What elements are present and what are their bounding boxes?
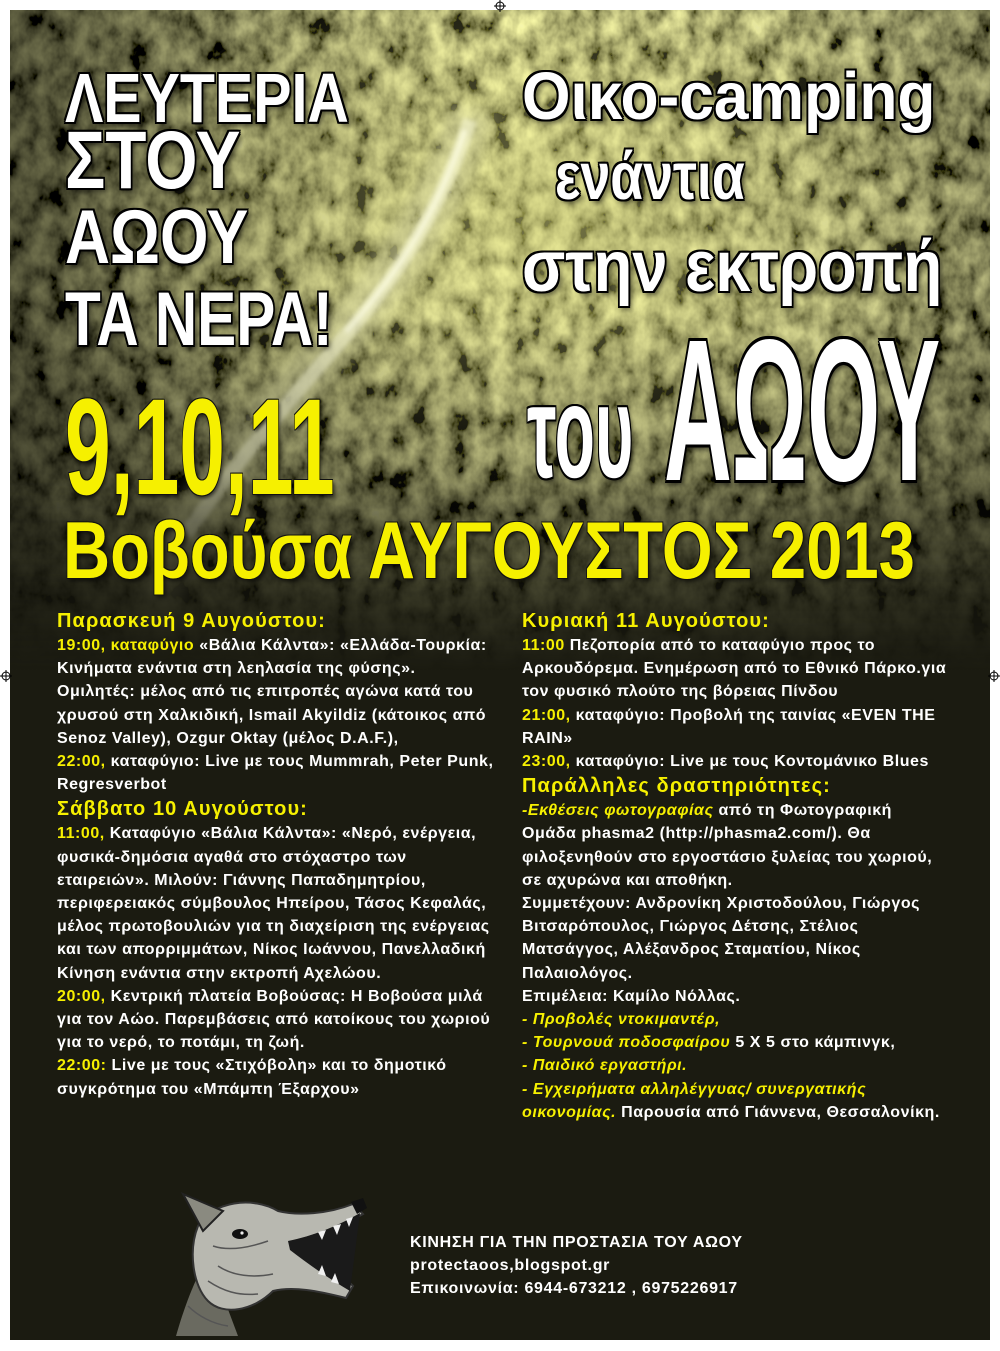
activity-item [522,1054,947,1077]
parallel-activities-section [522,773,947,1124]
place-date-banner: Βοβούσα ΑΥΓΟΥΣΤΟΣ 2013 [63,506,915,596]
activity-text: Παρουσία από Γιάννενα, Θεσσαλονίκη. [616,1103,940,1121]
schedule-item [57,1054,497,1100]
activity-text: από τη Φωτογραφική Ομάδα phasma2 (http://phasma2.com/). Θα φιλοξενηθούν στο εργοστάσιο ξυλείας του χωριού, σε αχυρώνα και αποθήκη. [522,802,933,889]
blog-address: protectaoos,blogspot.gr [410,1257,611,1275]
schedule-item [522,634,947,704]
title-aoou: ΑΩΟΥ [65,195,249,280]
organizer-footer [410,1231,743,1301]
time-highlight: 22:00: [57,1057,107,1075]
title-oiko-camping: Οικο-camping [522,59,936,134]
item-text: Live με τους «Στιχόβολη» και το δημοτικό συγκρότημα του «Μπάμπη Έξαρχου» [57,1057,447,1098]
participants-list: Συμμετέχουν: Ανδρονίκη Χριστοδούλου, Γιώργος Βιτσαρόπουλος, Γιώργος Δέτσης, Στέλιος Ματσάγγος, Αλέξανδρος Σταματίου, Νίκος Παλαιολόγος. [522,895,921,982]
activity-item [522,1031,947,1054]
time-highlight: 11:00, [57,825,105,843]
time-highlight: 11:00 [522,637,565,654]
sunday-heading: Κυριακή 11 Αυγούστου: [522,610,770,632]
title-stin-ektropi: στην εκτροπή [522,227,943,307]
activity-highlight: -Εκθέσεις φωτογραφίας [522,802,714,820]
title-aoou-big: ΑΩΟΥ [664,297,941,523]
saturday-section [57,796,497,1100]
item-text: Καταφύγιο «Βάλια Κάλντα»: «Νερό, ενέργεια, φυσικά-δημόσια αγαθά στο στόχαστρο των εταιρειών». Μιλούν: Γιάννης Παπαδημητρίου, περιφερειακός σύμβουλος Ηπείρου, Τάσος Κεφαλάς, μέλος πρωτοβουλιών για τη διαχείριση της ενέργειας και των απορριμμάτων, Νίκος Ιωάννου, Πανελλαδική Κίνηση ενάντια στην εκτροπή Αχελώου. [57,825,490,982]
item-text: Κεντρική πλατεία Βοβούσας: Η Βοβούσα μιλά για τον Αώο. Παρεμβάσεις από κατοίκους του χωριού για το νερό, το ποτάμι, τη ζωή. [57,987,491,1052]
item-text: Πεζοπορία από το καταφύγιο προς το Αρκουδόρεμα. Ενημέρωση από το Εθνικό Πάρκο.για τον φυσικό πλούτο της βόρειας Πίνδου [522,637,947,701]
title-tou: του [527,358,634,505]
friday-heading: Παρασκευή 9 Αυγούστου: [57,610,326,632]
item-text: καταφύγιο: Προβολή της ταινίας «EVEN THE RAIN» [522,706,936,747]
snarling-dog-icon [168,1186,373,1336]
schedule-item [57,822,497,984]
activity-highlight: - Τουρνουά ποδοσφαίρου [522,1034,731,1052]
activity-item [522,1008,947,1031]
title-ta-nera: ΤΑ ΝΕΡΑ! [65,277,333,362]
title-enantia: ενάντια [555,139,745,214]
time-highlight: 19:00, καταφύγιο [57,637,195,654]
organization-name: ΚΙΝΗΣΗ ΓΙΑ ΤΗΝ ΠΡΟΣΤΑΣΙΑ ΤΟΥ ΑΩΟΥ [410,1234,743,1251]
schedule-left-column [57,608,497,1101]
curator-line: Επιμέλεια: Καμίλο Νόλλας. [522,987,741,1005]
item-text: καταφύγιο: Live με τους Mummrah, Peter Punk, Regresverbot [57,753,494,794]
activity-item [522,1078,947,1124]
time-highlight: 20:00, [57,987,106,1005]
title-stou: ΣΤΟΥ [65,115,241,206]
time-highlight: 22:00, [57,753,106,771]
title-lefteria: ΛΕΥΤΕΡΙΑ [65,59,349,137]
registration-mark-icon [494,0,506,12]
contact-phones: Επικοινωνία: 6944-673212 , 6975226917 [410,1280,738,1298]
activity-text: 5 Χ 5 στο κάμπινγκ, [730,1034,896,1052]
schedule-right-column [522,608,947,1124]
schedule-item [57,750,497,796]
schedule-item [522,704,947,750]
event-dates: 9,10,11 [65,371,335,524]
sunday-section [522,608,947,773]
activity-highlight: - Παιδικό εργαστήρι. [522,1057,688,1075]
registration-mark-icon [0,670,12,682]
item-text: «Βάλια Κάλντα»: «Ελλάδα-Τουρκία: Κινήματα ενάντια στη λεηλασία της φύσης». Ομιλητές: μέλος από τις επιτροπές αγώνα κατά του χρυσού στη Χαλκιδική, Ismail Akyildiz (κάτοικος από Senoz Valley), Ozgur Oktay (μέλος D.A.F.), [57,637,487,747]
activity-highlight: - Προβολές ντοκιμαντέρ, [522,1011,721,1029]
schedule-item [522,750,947,773]
parallel-activities-heading: Παράλληλες δραστηριότητες: [522,775,831,798]
saturday-heading: Σάββατο 10 Αυγούστου: [57,798,308,821]
time-highlight: 21:00, [522,706,571,724]
time-highlight: 23:00, [522,753,571,771]
friday-section [57,608,497,796]
activity-highlight: - Εγχειρήματα αλληλέγγυας/ συνεργατικής οικονομίας. [522,1080,867,1121]
schedule-item [57,634,497,750]
schedule-item [57,985,497,1055]
registration-mark-icon [988,670,1000,682]
activity-item [522,799,947,892]
item-text: καταφύγιο: Live με τους Κοντομάνικο Blues [570,753,929,771]
